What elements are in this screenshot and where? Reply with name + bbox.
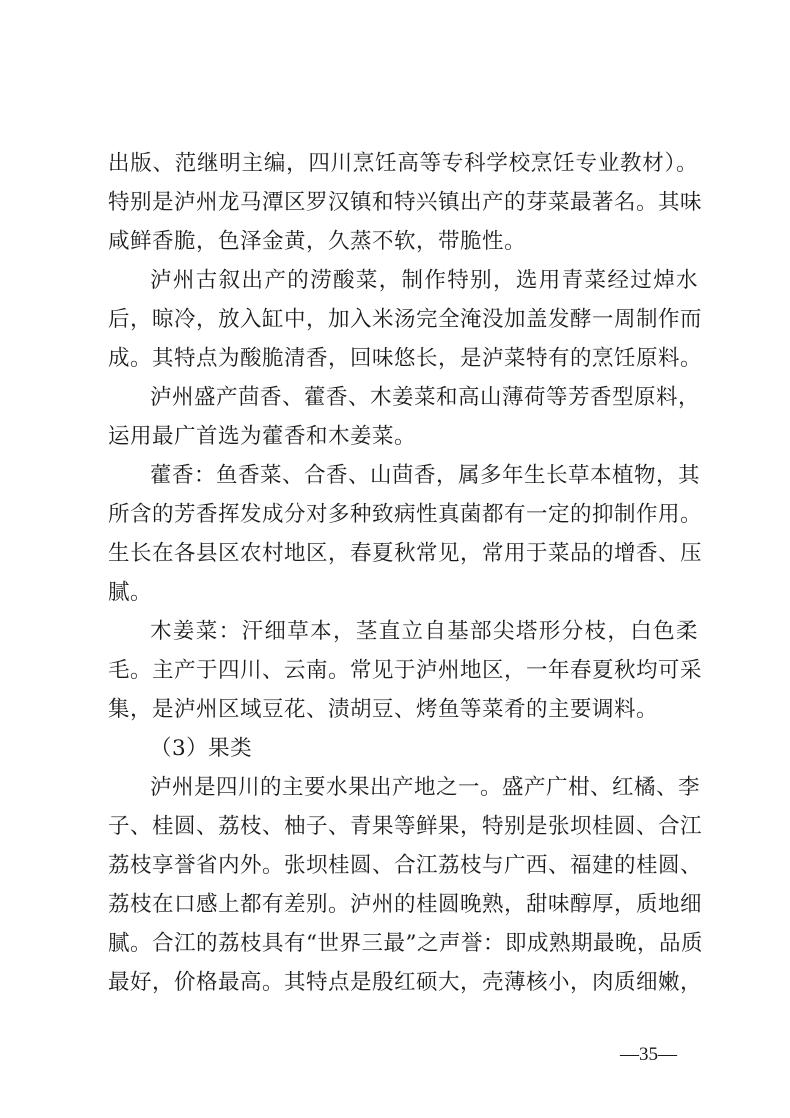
text-line: 出版、范继明主编，四川烹饪高等专科学校烹饪专业教材）。 [108, 151, 698, 176]
text-line: 所含的芳香挥发成分对多种致病性真菌都有一定的抑制作用。 [108, 502, 703, 527]
section-heading: （3）果类 [150, 736, 253, 761]
text-line: 运用最广首选为藿香和木姜菜。 [108, 424, 417, 449]
text-line: 后，晾冷，放入缸中，加入米汤完全淹没加盖发酵一周制作而 [108, 307, 703, 332]
text-line: 成。其特点为酸脆清香，回味悠长，是泸菜特有的烹饪原料。 [108, 346, 703, 371]
text-line: 特别是泸州龙马潭区罗汉镇和特兴镇出产的芽菜最著名。其味 [108, 190, 703, 215]
text-line: 泸州盛产茴香、藿香、木姜菜和高山薄荷等芳香型原料， [150, 385, 701, 410]
text-line: 藿香：鱼香菜、合香、山茴香，属多年生长草本植物，其 [150, 463, 701, 488]
text-line: 咸鲜香脆，色泽金黄，久蒸不软，带脆性。 [108, 229, 527, 254]
text-line: 最好，价格最高。其特点是殷红硕大，壳薄核小，肉质细嫩， [108, 970, 703, 995]
text-line: 泸州是四川的主要水果出产地之一。盛产广柑、红橘、李 [150, 775, 701, 800]
text-line: 生长在各县区农村地区，春夏秋常见，常用于菜品的增香、压 [108, 541, 703, 566]
text-line: 荔枝在口感上都有差别。泸州的桂圆晚熟，甜味醇厚，质地细 [108, 892, 703, 917]
text-line: 腻。合江的荔枝具有“世界三最”之声誉：即成熟期最晚，品质 [108, 931, 703, 956]
text-line: 腻。 [108, 580, 153, 605]
text-line: 木姜菜：汗细草本，茎直立自基部尖塔形分枝，白色柔 [150, 619, 698, 644]
text-line: 荔枝享誉省内外。张坝桂圆、合江荔枝与广西、福建的桂圆、 [108, 853, 703, 878]
page-number: —35— [620, 1044, 677, 1065]
text-line: 毛。主产于四川、云南。常见于泸州地区，一年春夏秋均可采 [108, 658, 703, 683]
text-line: 集，是泸州区域豆花、渍胡豆、烤鱼等菜肴的主要调料。 [108, 697, 659, 722]
text-line: 子、桂圆、荔枝、柚子、青果等鲜果，特别是张坝桂圆、合江 [108, 814, 703, 839]
text-line: 泸州古叙出产的涝酸菜，制作特别，选用青菜经过焯水 [150, 268, 698, 293]
